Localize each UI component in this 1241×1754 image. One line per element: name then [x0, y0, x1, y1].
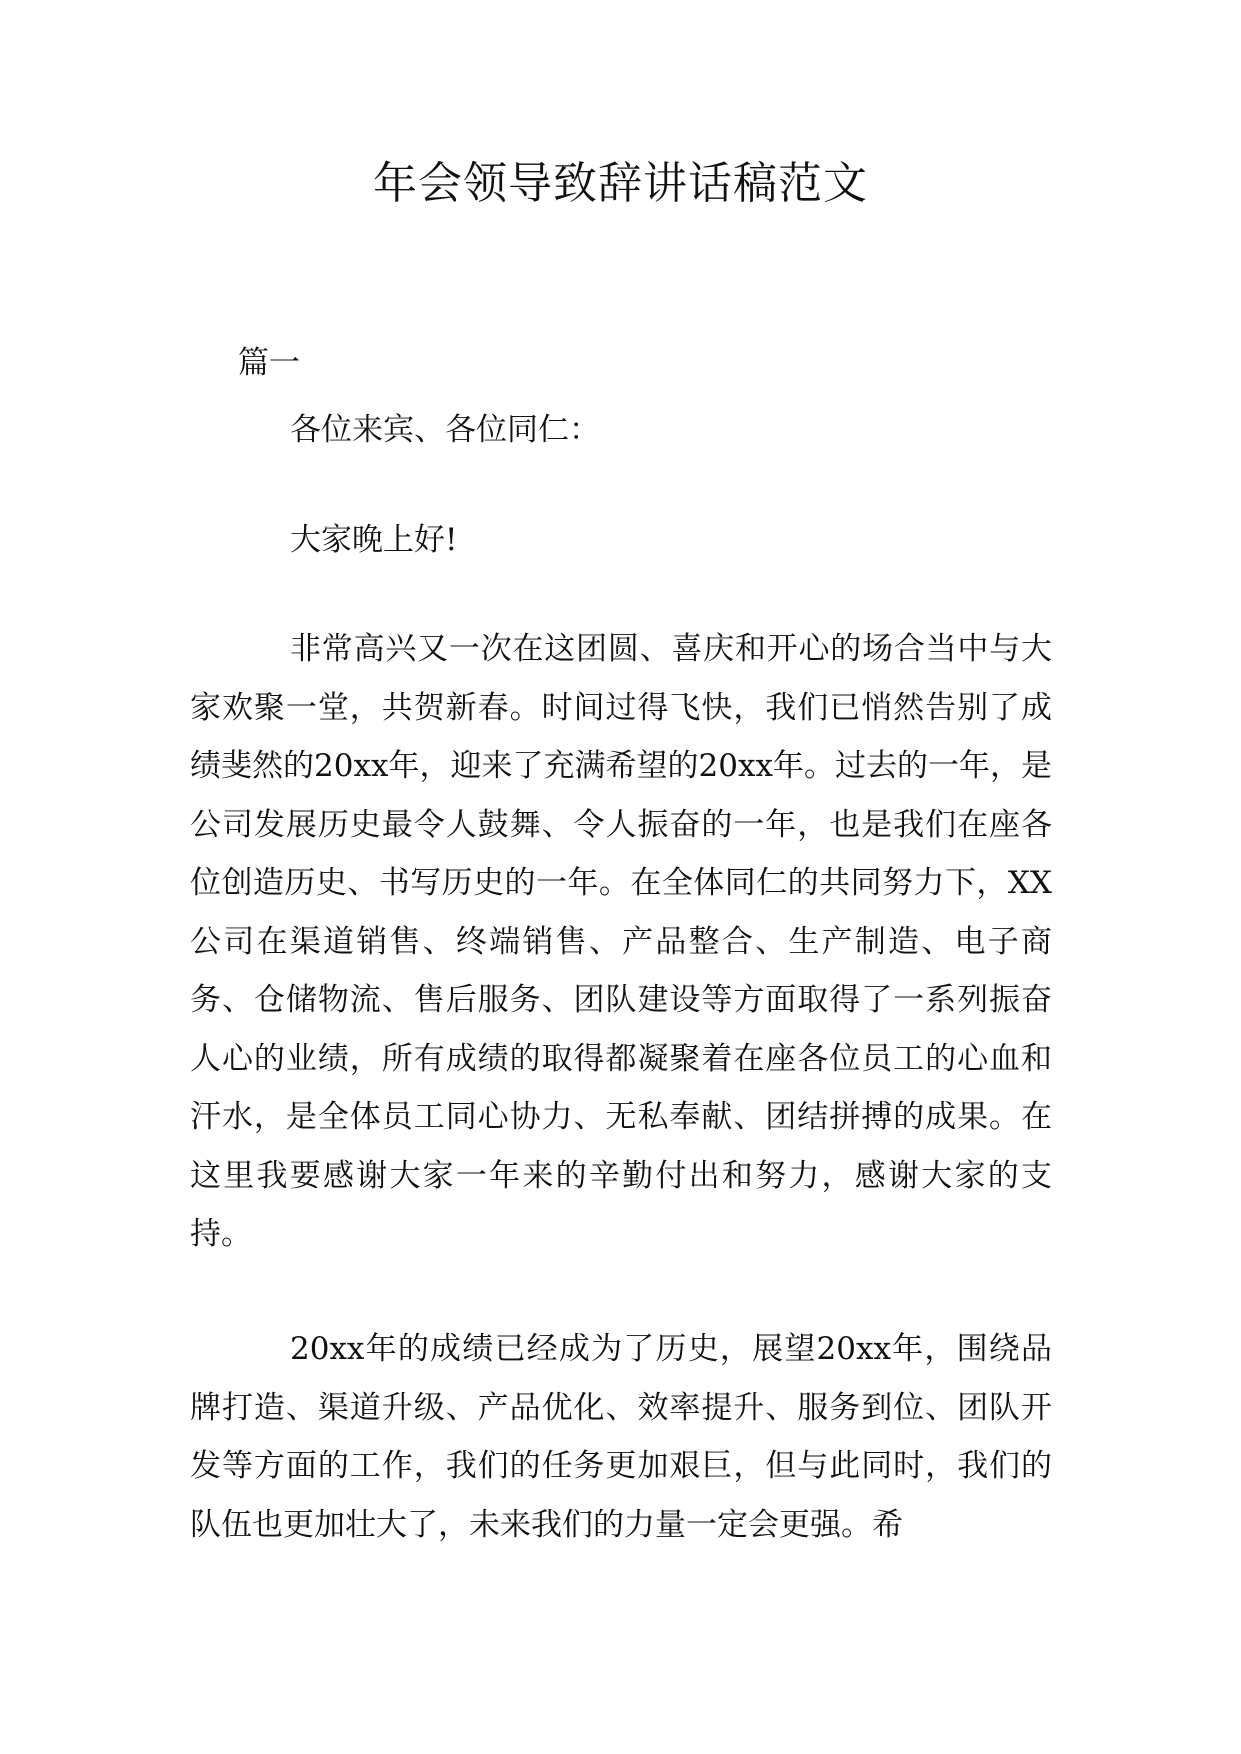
document-title: 年会领导致辞讲话稿范文	[373, 158, 868, 209]
body-paragraph: 非常高兴又一次在这团圆、喜庆和开心的场合当中与大家欢聚一堂，共贺新春。时间过得飞快，我们已悄然告别了成绩斐然的20xx年，迎来了充满希望的20xx年。过去的一年，是公司发展历史最令人鼓舞、令人振奋的一年，也是我们在座各位创造历史、书写历史的一年。在全体同仁的共同努力下，XX公司在渠道销售、终端销售、产品整合、生产制造、电子商务、仓储物流、售后服务、团队建设等方面取得了一系列振奋人心的业绩，所有成绩的取得都凝聚着在座各位员工的心血和汗水，是全体员工同心协力、无私奉献、团结拼搏的成果。在这里我要感谢大家一年来的辛勤付出和努力，感谢大家的支持。	[190, 631, 1052, 1252]
salutation-line: 大家晚上好!	[290, 522, 458, 558]
section-label: 篇一	[238, 345, 300, 381]
greeting-line: 各位来宾、各位同仁：	[290, 412, 600, 448]
body-paragraph: 20xx年的成绩已经成为了历史，展望20xx年，围绕品牌打造、渠道升级、产品优化、效率提升、服务到位、团队开发等方面的工作，我们的任务更加艰巨，但与此同时，我们的队伍也更加壮大了，未来我们的力量一定会更强。希	[190, 1331, 1052, 1543]
